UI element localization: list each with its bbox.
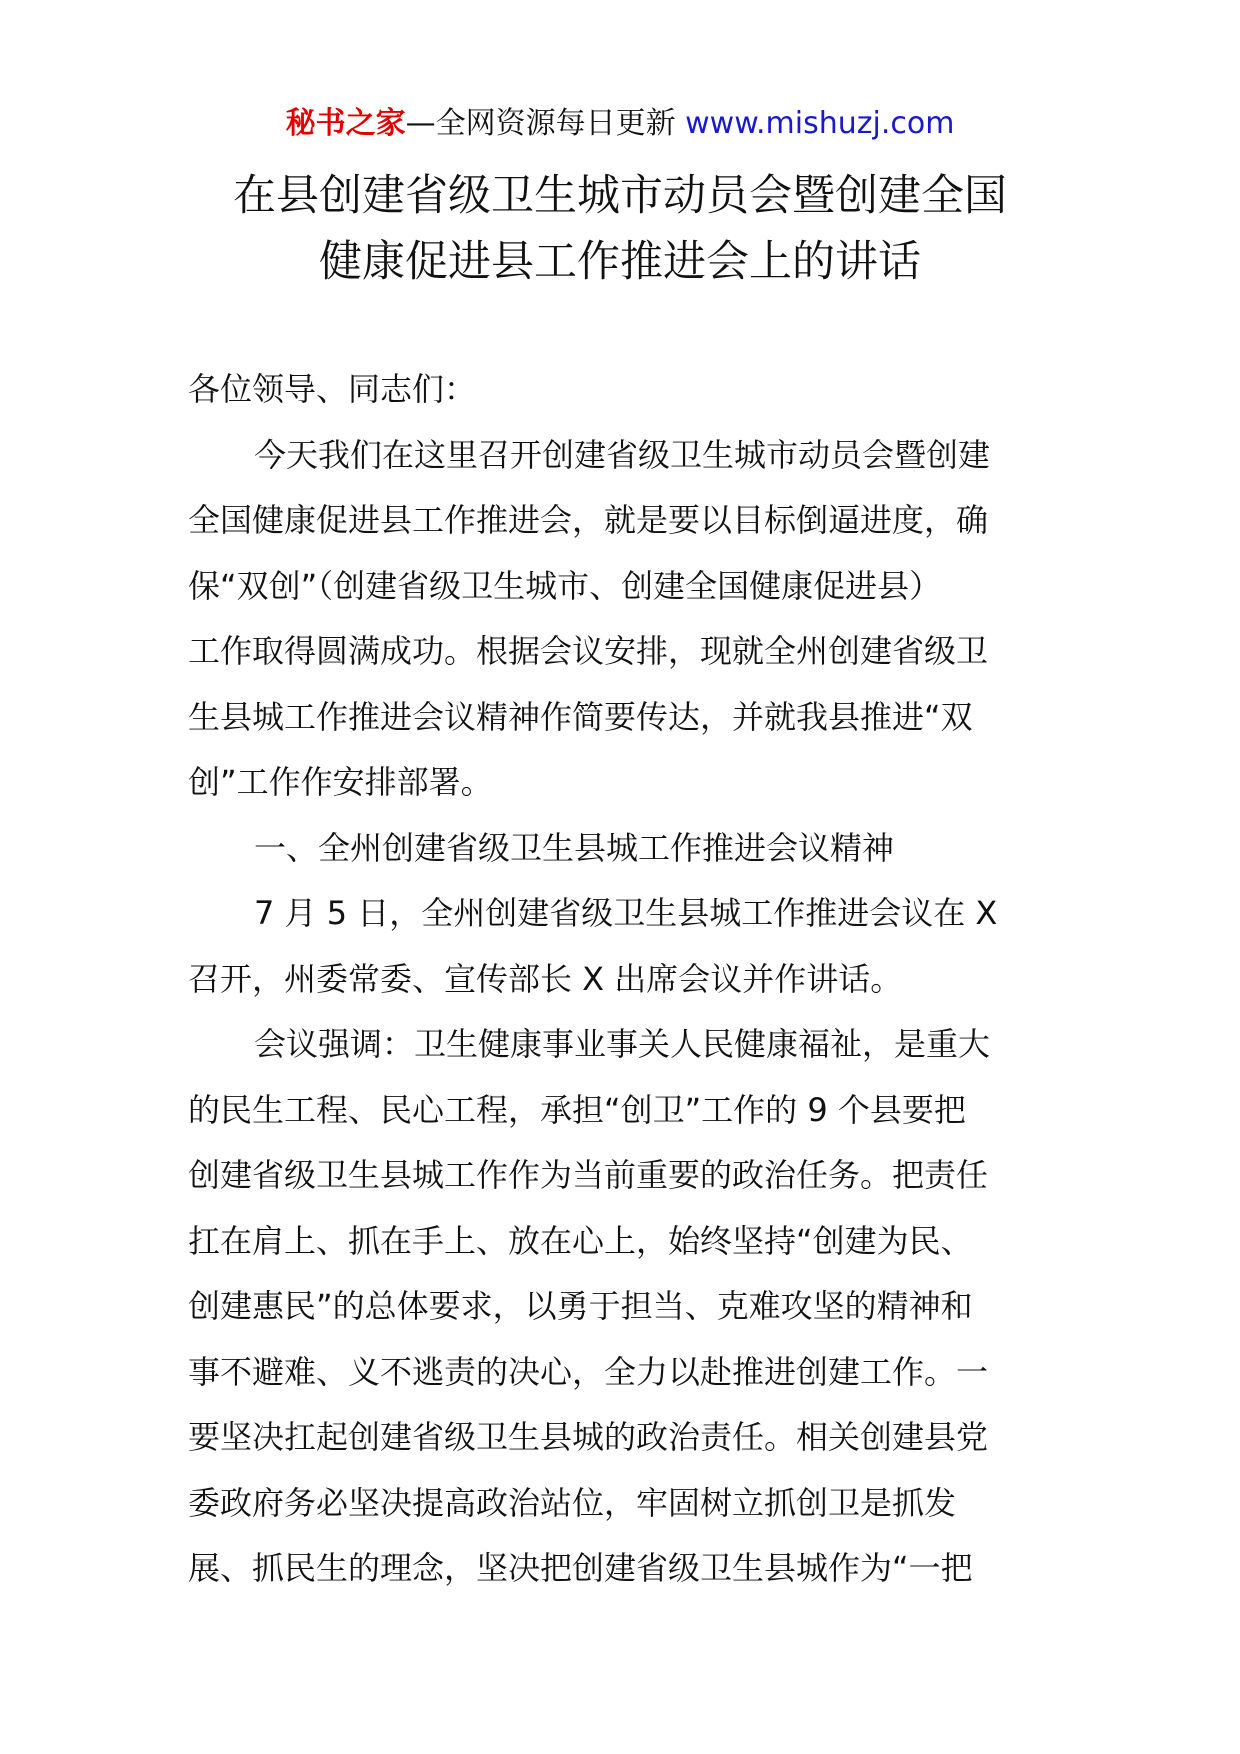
site-brand: 秘书之家 [285,106,406,141]
title-line-2: 健康促进县工作推进会上的讲话 [319,237,921,287]
paragraph-line: 创”工作作安排部署。 [188,763,493,801]
paragraph-line: 今天我们在这里召开创建省级卫生城市动员会暨创建 [254,435,991,474]
paragraph-line: 召开，州委常委、宣传部长 X 出席会议并作讲话。 [188,959,903,998]
paragraph-line: 7 月 5 日，全州创建省级卫生县城工作推进会议在 X [254,894,998,932]
paragraph-line: 展、抓民生的理念，坚决把创建省级卫生县城作为“一把 [188,1549,973,1587]
site-slogan: —全网资源每日更新 [405,106,686,141]
paragraph-line: 扛在肩上、抓在手上、放在心上，始终坚持“创建为民、 [188,1221,973,1260]
paragraph-line: 工作取得圆满成功。根据会议安排，现就全州创建省级卫 [188,632,989,670]
paragraph-line: 生县城工作推进会议精神作简要传达，并就我县推进“双 [188,697,973,736]
site-header [0,104,1240,144]
paragraph-line: 保“双创”（创建省级卫生城市、创建全国健康促进县） [188,566,942,605]
site-url-link[interactable]: www.mishuzj.com [685,106,955,141]
paragraph-line: 委政府务必坚决提高政治站位，牢固树立抓创卫是抓发 [188,1483,957,1522]
paragraph-line: 的民生工程、民心工程，承担“创卫”工作的 9 个县要把 [188,1090,966,1129]
paragraph-line: 创建惠民”的总体要求，以勇于担当、克难攻坚的精神和 [188,1287,973,1325]
title-line-1: 在县创建省级卫生城市动员会暨创建全国 [233,171,1007,221]
salutation: 各位领导、同志们： [188,370,477,408]
paragraph-line: 要坚决扛起创建省级卫生县城的政治责任。相关创建县党 [188,1418,989,1456]
section-heading: 一、全州创建省级卫生县城工作推进会议精神 [254,828,895,867]
paragraph-line: 事不避难、义不逃责的决心，全力以赴推进创建工作。一 [188,1352,989,1391]
paragraph-line: 会议强调：卫生健康事业事关人民健康福祉，是重大 [254,1025,991,1063]
document-title [150,163,1090,295]
paragraph-line: 全国健康促进县工作推进会，就是要以目标倒逼进度，确 [188,501,989,539]
paragraph-line: 创建省级卫生县城工作作为当前重要的政治任务。把责任 [188,1156,989,1194]
document-body [188,357,1054,1602]
